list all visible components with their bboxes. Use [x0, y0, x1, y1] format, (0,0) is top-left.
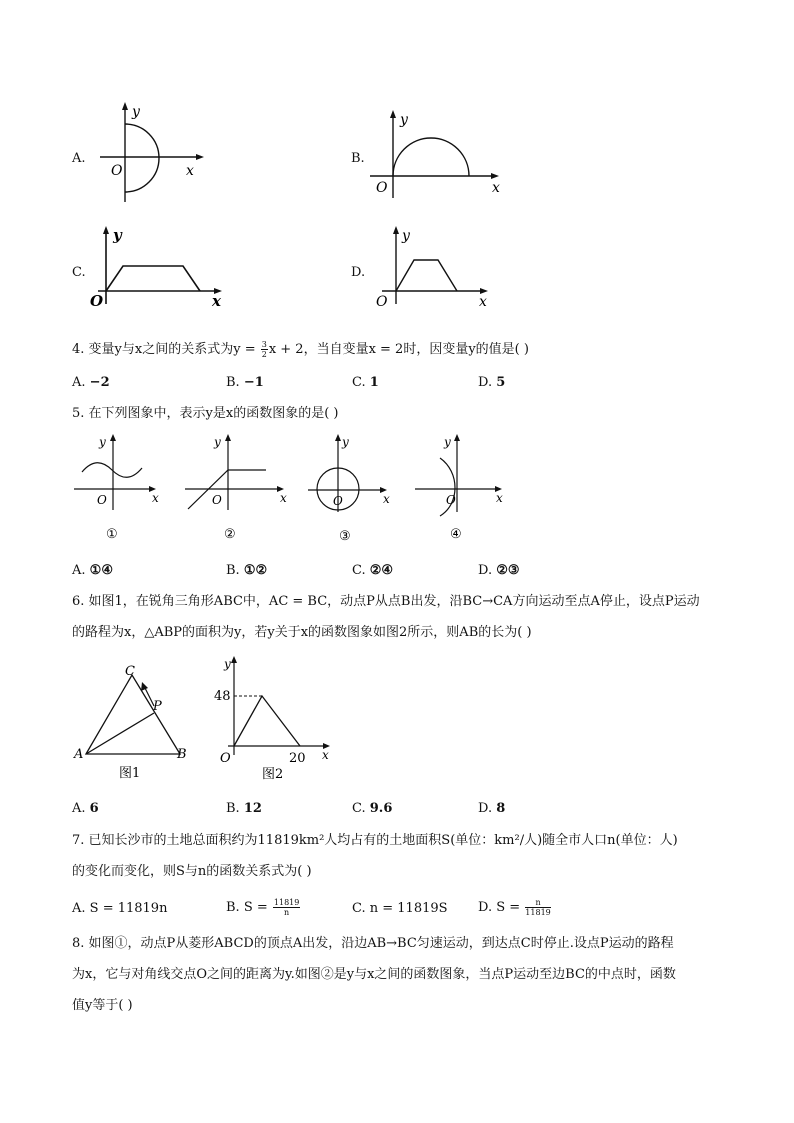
q5-graph-1 [72, 432, 172, 544]
q6-option-c: C. 9.6 [352, 801, 393, 816]
figure-label-4: ④ [450, 527, 462, 542]
x-arrow-icon [491, 173, 499, 179]
origin-label: O [376, 294, 388, 310]
semicircle-curve [393, 138, 469, 176]
q7-option-d: D. S = $\frac{n}{11819}$ [478, 898, 551, 917]
triangle-abc [86, 675, 180, 754]
origin-label: O [111, 163, 123, 179]
q6-stem-line2: 的路程为x，△ABP的面积为y，若y关于x的函数图象如图2所示，则AB的长为( ) [72, 625, 532, 640]
q3-graph-c [88, 224, 233, 309]
function-graph [234, 696, 300, 746]
y-arrow-icon [103, 226, 109, 234]
segment-ap [86, 713, 154, 754]
y-label: y [402, 228, 410, 244]
y-label: y [113, 226, 122, 244]
point-c-label: C [125, 664, 135, 679]
figure-label-1: ① [106, 527, 118, 542]
q4-stem: 4. 变量y与x之间的关系式为y = $\frac{3}{2}$ x + 2，当自变量x = 2时，因变量y的值是( ) [72, 340, 529, 359]
trapezoid-graph [396, 260, 457, 291]
origin-label: O [446, 493, 456, 507]
y-arrow-icon [454, 434, 460, 441]
x-label: x [383, 492, 390, 506]
y-arrow-icon [393, 226, 399, 234]
y-label: y [224, 657, 231, 671]
q6-option-d: D. 8 [478, 801, 506, 816]
arrow-head-icon [141, 682, 148, 691]
point-a-label: A [74, 747, 84, 762]
q5-option-a: A. ①④ [72, 563, 113, 578]
figure-label-3: ③ [339, 529, 351, 544]
q5-graph-3 [305, 432, 405, 544]
option-c-label: C. [72, 265, 86, 280]
q4-option-c: C. 1 [352, 375, 379, 390]
option-b-label: B. [351, 151, 365, 166]
x-label: x [280, 491, 287, 505]
q7-stem-line1: 7. 已知长沙市的土地总面积约为11819km²人均占有的土地面积S(单位：km²/人)随全市人口n(单位：人) [72, 833, 678, 848]
q4-option-b: B. −1 [226, 375, 264, 390]
point-p-label: P [153, 699, 162, 714]
y-label: y [214, 435, 221, 449]
y-arrow-icon [231, 656, 237, 663]
figure-2-caption: 图2 [262, 767, 284, 782]
wave-curve [82, 463, 142, 478]
y-arrow-icon [335, 434, 341, 441]
q8-stem-line2: 为x，它与对角线交点O之间的距离为y.如图②是y与x之间的函数图象，当点P运动至边BC的中点时，函数 [72, 967, 676, 982]
q8-stem-line3: 值y等于( ) [72, 998, 133, 1013]
q6-option-b: B. 12 [226, 801, 262, 816]
sideways-curve [440, 458, 455, 516]
y-label: y [132, 104, 140, 120]
q8-stem-line1: 8. 如图①，动点P从菱形ABCD的顶点A出发，沿边AB→BC匀速运动，到达点C时停止.设点P运动的路程 [72, 936, 674, 951]
q5-option-c: C. ②④ [352, 563, 394, 578]
q7-stem-line2: 的变化而变化，则S与n的函数关系式为( ) [72, 864, 312, 879]
figure-1-caption: 图1 [119, 766, 141, 781]
q6-option-a: A. 6 [72, 801, 99, 816]
x-label: x [152, 491, 159, 505]
origin-label: O [220, 751, 231, 766]
option-d-label: D. [351, 265, 366, 280]
x-label: x [496, 491, 503, 505]
q4-option-a: A. −2 [72, 375, 110, 390]
origin-label: O [333, 494, 343, 508]
y-arrow-icon [122, 102, 128, 110]
x-label: x [186, 163, 194, 179]
option-a-label: A. [72, 151, 86, 166]
q3-graph-a [100, 100, 210, 210]
q4-option-d: D. 5 [478, 375, 506, 390]
q3-graph-b [370, 108, 510, 198]
q7-option-a: A. S = 11819n [72, 901, 168, 916]
origin-label: O [90, 292, 104, 310]
x-tick-20: 20 [289, 751, 306, 766]
y-tick-48: 48 [214, 689, 231, 704]
y-arrow-icon [225, 434, 231, 441]
x-label: x [322, 748, 329, 762]
trapezoid-graph [106, 266, 200, 291]
origin-label: O [376, 180, 388, 196]
q5-graph-4 [412, 432, 512, 544]
q7-option-c: C. n = 11819S [352, 901, 448, 916]
x-label: x [492, 180, 500, 196]
q3-graph-d [372, 224, 497, 309]
figure-label-2: ② [224, 527, 236, 542]
x-label: x [479, 294, 487, 310]
y-label: y [99, 435, 106, 449]
q6-figure-1 [70, 660, 200, 785]
point-b-label: B [177, 747, 187, 762]
q5-graph-2 [180, 432, 292, 544]
x-arrow-icon [196, 154, 204, 160]
y-label: y [342, 435, 349, 449]
origin-label: O [212, 493, 222, 507]
y-label: y [444, 435, 451, 449]
y-arrow-icon [390, 110, 396, 118]
y-arrow-icon [110, 434, 116, 441]
q6-stem-line1: 6. 如图1，在锐角三角形ABC中，AC = BC，动点P从点B出发，沿BC→CA方向运动至点A停止，设点P运动 [72, 594, 700, 609]
q6-figure-2 [210, 652, 340, 784]
origin-label: O [97, 493, 107, 507]
q5-stem: 5. 在下列图象中，表示y是x的函数图象的是( ) [72, 406, 339, 421]
q7-option-b: B. S = $\frac{11819}{n}$ [226, 898, 300, 917]
semicircle-curve [125, 124, 159, 192]
q5-option-b: B. ①② [226, 563, 268, 578]
y-label: y [400, 112, 408, 128]
q5-option-d: D. ②③ [478, 563, 520, 578]
x-label: x [212, 292, 221, 310]
